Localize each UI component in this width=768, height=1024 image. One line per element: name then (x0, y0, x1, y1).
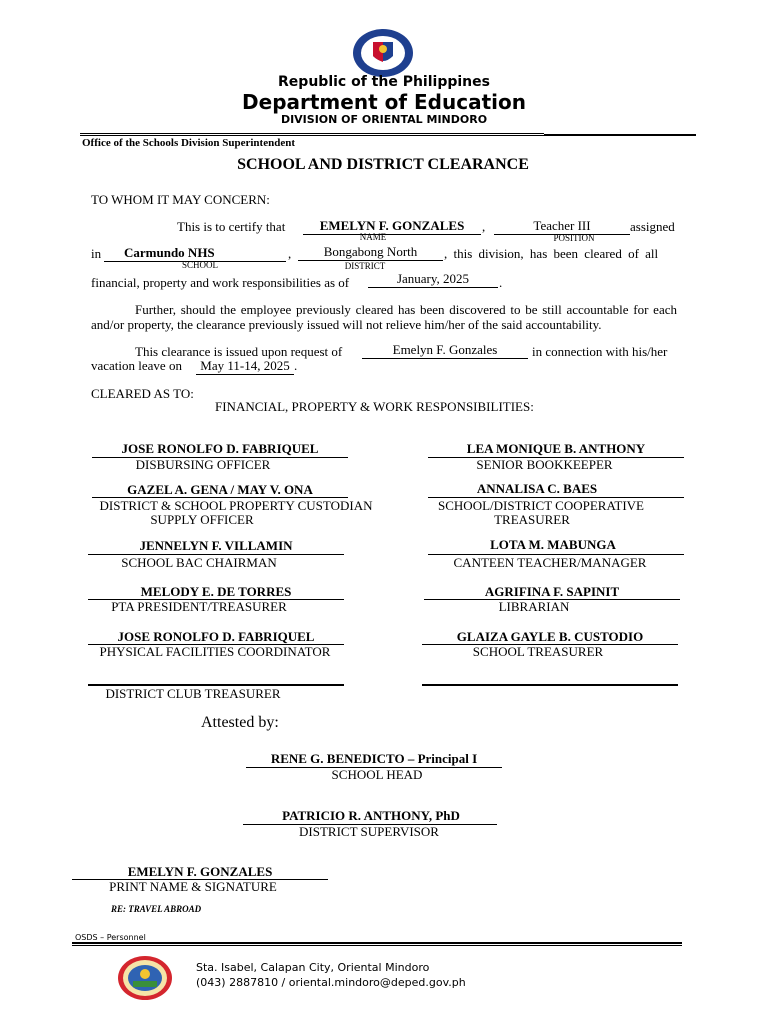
request-text-3: vacation leave on (91, 358, 182, 373)
district-supervisor-role: DISTRICT SUPERVISOR (299, 824, 439, 839)
certify-text-1: This is to certify that (177, 219, 286, 234)
signatory-school-treasurer-role: SCHOOL TREASURER (472, 644, 604, 659)
signatory-facilities-coordinator-role: PHYSICAL FACILITIES COORDINATOR (99, 644, 331, 659)
signatory-cooperative-role: SCHOOL/DISTRICT COOPERATIVE (438, 498, 644, 513)
signatory-disbursing-officer-role: DISBURSING OFFICER (135, 457, 271, 472)
signatory-property-custodian-role: DISTRICT & SCHOOL PROPERTY CUSTODIAN (99, 498, 373, 513)
district-caption: DISTRICT (344, 261, 386, 271)
school-head-name: RENE G. BENEDICTO – Principal I (270, 751, 478, 766)
position-caption: POSITION (553, 233, 595, 243)
deped-seal (351, 28, 415, 78)
signatory-cooperative-treasurer-name: ANNALISA C. BAES (476, 481, 598, 496)
travel-note: RE: TRAVEL ABROAD (111, 904, 202, 914)
footer-code: OSDS – Personnel (75, 933, 146, 942)
header-division: DIVISION OF ORIENTAL MINDORO (280, 113, 488, 126)
signatory-pta-treasurer-role: PTA PRESIDENT/TREASURER (111, 599, 287, 614)
signatory-canteen-manager-role: CANTEEN TEACHER/MANAGER (453, 555, 647, 570)
attested-by-label: Attested by: (201, 714, 279, 731)
district-field: Bongabong North (298, 244, 443, 261)
employee-signature-name: EMELYN F. GONZALES (127, 864, 273, 879)
name-caption: NAME (359, 232, 387, 242)
certify-text-3: financial, property and work responsibilities as of (91, 275, 350, 290)
division-seal (116, 955, 174, 1001)
in-text: in (91, 246, 102, 261)
header-rule-right (544, 134, 696, 136)
leave-date-field: May 11-14, 2025 (196, 358, 294, 375)
assigned-text: assigned (630, 219, 675, 234)
position-field: Teacher III (494, 218, 630, 235)
signatory-treasurer-role: TREASURER (494, 512, 570, 527)
date-field: January, 2025 (368, 271, 498, 288)
signatory-school-treasurer-name: GLAIZA GAYLE B. CUSTODIO (456, 629, 644, 644)
signatory-senior-bookkeeper-role: SENIOR BOOKKEEPER (476, 457, 613, 472)
cleared-as-label: CLEARED AS TO: (91, 386, 194, 401)
school-head-role: SCHOOL HEAD (331, 767, 423, 782)
signatory-canteen-manager-name: LOTA M. MABUNGA (490, 537, 616, 552)
signatory-bac-chairman-role: SCHOOL BAC CHAIRMAN (121, 555, 277, 570)
signatory-librarian-role: LIBRARIAN (498, 599, 570, 614)
requester-field: Emelyn F. Gonzales (362, 342, 528, 359)
request-text-1: This clearance is issued upon request of (135, 344, 343, 359)
comma-2: , (288, 246, 292, 261)
header-rule-left (80, 133, 544, 134)
salutation: TO WHOM IT MAY CONCERN: (91, 192, 270, 207)
signatory-club-treasurer-role: DISTRICT CLUB TREASURER (105, 686, 281, 701)
signatory-property-custodian-name: GAZEL A. GENA / MAY V. ONA (127, 482, 313, 497)
signatory-librarian-name: AGRIFINA F. SAPINIT (484, 584, 620, 599)
signatory-bac-chairman-name: JENNELYN F. VILLAMIN (139, 538, 293, 553)
office-label: Office of the Schools Division Superintendent (82, 137, 295, 149)
footer-rule-thin (72, 945, 682, 946)
school-field: Carmundo NHS (104, 245, 286, 262)
footer-address: Sta. Isabel, Calapan City, Oriental Mindoro (196, 961, 430, 974)
footer-contact: (043) 2887810 / oriental.mindoro@deped.gov.ph (196, 976, 466, 989)
header-rule-left-2 (80, 135, 544, 136)
header-republic: Republic of the Philippines (278, 74, 490, 90)
footer-rule (72, 942, 682, 944)
document-title: SCHOOL AND DISTRICT CLEARANCE (237, 156, 529, 173)
district-supervisor-name: PATRICIO R. ANTHONY, PhD (282, 808, 460, 823)
signatory-facilities-coordinator-name: JOSE RONOLFO D. FABRIQUEL (117, 629, 315, 644)
cleared-subject: FINANCIAL, PROPERTY & WORK RESPONSIBILITIES: (215, 399, 534, 414)
accountability-paragraph: Further, should the employee previously cleared has been discovered to be still accountable for each and/or property, the clearance previously issued will not relieve him/her of the said accountability. (91, 302, 677, 332)
request-text-2: in connection with his/her (532, 344, 668, 359)
signatory-senior-bookkeeper-name: LEA MONIQUE B. ANTHONY (466, 441, 646, 456)
signatory-pta-treasurer-name: MELODY E. DE TORRES (140, 584, 292, 599)
signatory-supply-officer-role: SUPPLY OFFICER (150, 512, 254, 527)
signature-line (422, 684, 678, 686)
employee-signature-role: PRINT NAME & SIGNATURE (109, 879, 277, 894)
period-2: . (294, 358, 298, 373)
certify-text-2: , this division, has been cleared of all (444, 246, 659, 261)
employee-name-field: EMELYN F. GONZALES (303, 218, 481, 235)
period-1: . (499, 275, 503, 290)
header-department: Department of Education (242, 90, 526, 114)
comma-1: , (482, 219, 486, 234)
signatory-disbursing-officer-name: JOSE RONOLFO D. FABRIQUEL (121, 441, 319, 456)
school-caption: SCHOOL (181, 260, 218, 270)
